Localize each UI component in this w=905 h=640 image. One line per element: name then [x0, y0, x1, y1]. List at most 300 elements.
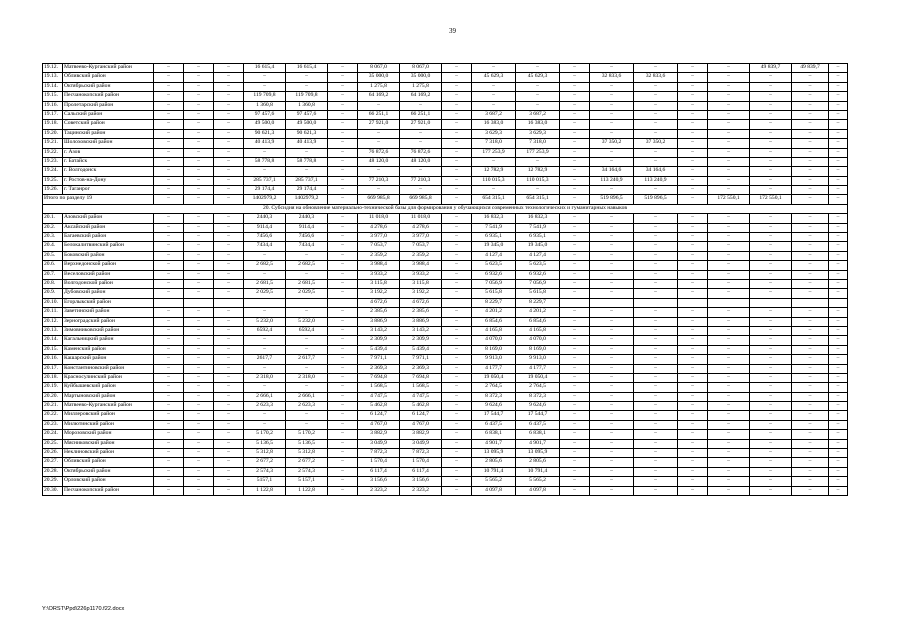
table-cell: – [560, 289, 590, 298]
table-cell: 17 544,7 [516, 411, 560, 420]
table-cell: – [154, 402, 184, 411]
table-cell: 5 170,2 [286, 430, 328, 439]
row-number: 20.22. [43, 411, 63, 420]
table-cell: – [184, 167, 214, 176]
table-cell: 64 169,2 [400, 92, 442, 101]
table-cell: 119 709,8 [244, 92, 286, 101]
table-cell [214, 298, 244, 307]
table-cell: – [678, 392, 708, 401]
table-cell: – [678, 120, 708, 129]
table-cell: – [400, 129, 442, 138]
table-cell: – [829, 392, 848, 401]
table-cell: – [708, 82, 750, 91]
table-cell: – [442, 411, 472, 420]
district-name: Аксайский район [63, 223, 154, 232]
table-cell: – [750, 139, 792, 148]
table-cell: 4 097,8 [516, 486, 560, 495]
table-cell: 7 872,3 [400, 449, 442, 458]
row-number: 20.21. [43, 402, 63, 411]
table-cell: – [442, 317, 472, 326]
table-cell: – [244, 270, 286, 279]
row-number: 19.16. [43, 101, 63, 110]
district-name: Азовский район [63, 214, 154, 223]
table-cell: – [154, 186, 184, 195]
table-cell: – [634, 317, 678, 326]
table-cell: – [154, 458, 184, 467]
table-cell: – [634, 392, 678, 401]
table-cell: 2 029,5 [286, 289, 328, 298]
table-cell: – [829, 270, 848, 279]
table-cell: 3 882,9 [400, 430, 442, 439]
table-cell: – [792, 73, 829, 82]
table-cell: – [750, 373, 792, 382]
table-cell: – [560, 392, 590, 401]
table-cell: – [792, 148, 829, 157]
table-cell: – [634, 486, 678, 495]
table-cell: – [750, 336, 792, 345]
section-title: 20. Субсидия на обновление материально-технической базы для формирования у обучающихся современных технологических и гуманитарных навыков [43, 204, 848, 213]
table-cell: – [750, 167, 792, 176]
table-cell: – [750, 82, 792, 91]
table-cell: 5 565,2 [516, 477, 560, 486]
table-cell: – [792, 392, 829, 401]
table-row [43, 129, 848, 138]
table-cell: – [750, 308, 792, 317]
table-cell: – [214, 439, 244, 448]
table-cell: – [590, 326, 634, 335]
table-cell: – [792, 411, 829, 420]
table-cell: – [214, 167, 244, 176]
table-cell: – [154, 101, 184, 110]
row-number: 20.15. [43, 345, 63, 354]
table-cell: 97 457,6 [244, 110, 286, 119]
table-cell: – [442, 101, 472, 110]
table-cell: – [442, 373, 472, 382]
table-cell: – [634, 110, 678, 119]
table-cell: – [634, 261, 678, 270]
table-cell: – [400, 101, 442, 110]
table-cell: – [634, 214, 678, 223]
table-row [43, 317, 848, 326]
table-cell: 654 315,1 [472, 195, 516, 204]
table-cell: – [750, 157, 792, 166]
table-cell [442, 298, 472, 307]
table-section-header-row [43, 204, 848, 213]
table-cell: – [154, 430, 184, 439]
table-cell: – [750, 486, 792, 495]
row-number: 19.24. [43, 167, 63, 176]
table-cell: 7 056,9 [516, 279, 560, 288]
table-row [43, 420, 848, 429]
table-cell: – [286, 364, 328, 373]
table-cell: – [214, 449, 244, 458]
table-cell: – [634, 92, 678, 101]
table-cell: – [634, 439, 678, 448]
table-cell: – [829, 402, 848, 411]
table-row [43, 92, 848, 101]
table-cell: – [560, 157, 590, 166]
table-cell: 7 694,8 [358, 373, 400, 382]
table-cell: – [829, 64, 848, 73]
table-cell [590, 298, 634, 307]
table-cell: 7 694,8 [400, 373, 442, 382]
table-cell: 4 165,8 [472, 326, 516, 335]
table-cell: 7 318,0 [516, 139, 560, 148]
district-name: Обливский район [63, 73, 154, 82]
table-cell: – [829, 373, 848, 382]
table-cell: – [472, 64, 516, 73]
table-cell: – [792, 233, 829, 242]
table-cell: – [708, 110, 750, 119]
district-name: Матвеево-Курганский район [63, 402, 154, 411]
table-cell: 45 629,3 [472, 73, 516, 82]
table-cell: 2 666,1 [244, 392, 286, 401]
table-cell: 7 971,1 [400, 355, 442, 364]
district-name: Кагальницкий район [63, 336, 154, 345]
row-number: 20.16. [43, 355, 63, 364]
table-cell: – [184, 420, 214, 429]
table-cell: – [328, 176, 358, 185]
table-cell: – [442, 242, 472, 251]
table-cell: – [829, 420, 848, 429]
table-cell: – [678, 289, 708, 298]
table-row [43, 355, 848, 364]
table-cell: – [708, 242, 750, 251]
table-cell: – [829, 383, 848, 392]
table-cell: 669 985,8 [400, 195, 442, 204]
table-cell: 8 067,0 [400, 64, 442, 73]
table-cell: – [154, 73, 184, 82]
table-cell: 27 921,0 [400, 120, 442, 129]
table-cell: 77 210,3 [358, 176, 400, 185]
table-cell: – [184, 411, 214, 420]
table-cell: – [184, 486, 214, 495]
table-cell: – [214, 383, 244, 392]
table-cell: 64 169,2 [358, 92, 400, 101]
district-name: Октябрьский район [63, 467, 154, 476]
table-cell: – [214, 261, 244, 270]
table-cell: – [708, 270, 750, 279]
table-cell: – [184, 326, 214, 335]
row-number: 19.18. [43, 120, 63, 129]
table-cell: – [750, 449, 792, 458]
table-cell: 2 677,2 [244, 458, 286, 467]
table-cell: 5157,1 [244, 477, 286, 486]
table-cell: – [560, 308, 590, 317]
table-cell: 9114,4 [286, 223, 328, 232]
table-row [43, 383, 848, 392]
table-cell: – [214, 148, 244, 157]
table-cell: – [590, 383, 634, 392]
table-cell: – [328, 251, 358, 260]
row-number: 20.2. [43, 223, 63, 232]
table-cell: – [154, 336, 184, 345]
table-cell: – [560, 336, 590, 345]
table-cell: 49 839,7 [750, 64, 792, 73]
table-cell: – [792, 383, 829, 392]
table-cell [829, 298, 848, 307]
table-cell: – [590, 101, 634, 110]
table-cell: – [184, 110, 214, 119]
table-cell: 9 624,6 [516, 402, 560, 411]
table-cell: – [634, 251, 678, 260]
row-number: 19.12. [43, 64, 63, 73]
table-cell: – [154, 110, 184, 119]
table-cell: – [829, 176, 848, 185]
row-number: 20.4. [43, 242, 63, 251]
table-cell: – [708, 73, 750, 82]
table-cell: – [560, 326, 590, 335]
table-cell: – [829, 449, 848, 458]
table-cell: – [708, 279, 750, 288]
table-row [43, 157, 848, 166]
district-name: Милютинский район [63, 420, 154, 429]
table-cell: – [634, 129, 678, 138]
table-cell: – [328, 345, 358, 354]
table-row [43, 477, 848, 486]
table-cell: – [678, 449, 708, 458]
table-cell: – [560, 420, 590, 429]
table-cell: – [472, 101, 516, 110]
table-cell: – [184, 317, 214, 326]
table-cell: – [154, 326, 184, 335]
row-number: 20.3. [43, 233, 63, 242]
table-cell: – [560, 486, 590, 495]
table-cell: 4 127,4 [472, 251, 516, 260]
table-cell: – [214, 110, 244, 119]
table-cell: 34 164,6 [634, 167, 678, 176]
table-cell: 16 383,0 [472, 120, 516, 129]
table-cell: – [750, 73, 792, 82]
table-cell: – [829, 326, 848, 335]
row-number: 20.7. [43, 270, 63, 279]
table-cell: 45 629,3 [516, 73, 560, 82]
table-cell: 5 615,8 [516, 289, 560, 298]
table-cell: – [560, 64, 590, 73]
table-cell: – [829, 477, 848, 486]
table-cell: – [560, 439, 590, 448]
table-cell: – [829, 73, 848, 82]
table-cell: – [792, 449, 829, 458]
table-cell: – [590, 186, 634, 195]
table-cell: – [590, 157, 634, 166]
table-cell: 8 229,7 [516, 298, 560, 307]
table-cell: – [750, 458, 792, 467]
table-cell: – [560, 364, 590, 373]
table-cell: 10 791,4 [516, 467, 560, 476]
table-cell: – [560, 82, 590, 91]
table-cell: – [214, 157, 244, 166]
table-cell: – [154, 176, 184, 185]
district-name: Пролетарский район [63, 101, 154, 110]
table-cell: – [184, 242, 214, 251]
table-cell: 5 312,8 [244, 449, 286, 458]
table-cell: – [184, 214, 214, 223]
row-number: 20.17. [43, 364, 63, 373]
table-cell: – [634, 355, 678, 364]
table-cell: 2 309,9 [358, 336, 400, 345]
row-number: 20.23. [43, 420, 63, 429]
table-cell: – [634, 223, 678, 232]
table-cell: – [590, 110, 634, 119]
table-row [43, 326, 848, 335]
table-cell: – [154, 270, 184, 279]
table-cell: – [358, 101, 400, 110]
table-cell: – [328, 458, 358, 467]
table-cell: – [184, 139, 214, 148]
table-cell: 172 550,1 [708, 195, 750, 204]
footer-file-path: Y:\ORST\Ppd\226p1170.f22.docx [42, 606, 125, 612]
table-cell: – [516, 82, 560, 91]
table-cell: 2 309,9 [400, 336, 442, 345]
table-cell [634, 298, 678, 307]
district-name: Октябрьский район [63, 82, 154, 91]
district-name: Орловский район [63, 477, 154, 486]
table-cell: – [792, 101, 829, 110]
row-number: 19.25. [43, 176, 63, 185]
table-cell: – [184, 402, 214, 411]
district-name: Красносулинский район [63, 373, 154, 382]
table-cell: 19 345,0 [472, 242, 516, 251]
table-cell: – [560, 148, 590, 157]
table-cell: – [184, 355, 214, 364]
table-total-row [43, 195, 848, 204]
table-cell: – [590, 223, 634, 232]
row-number: 20.6. [43, 261, 63, 270]
table-cell: 2 574,3 [286, 467, 328, 476]
table-cell: – [634, 242, 678, 251]
table-cell: – [154, 279, 184, 288]
district-name: Мартыновский район [63, 392, 154, 401]
table-cell: – [154, 64, 184, 73]
table-cell: – [678, 176, 708, 185]
table-cell: – [678, 167, 708, 176]
table-cell: 5 462,8 [400, 402, 442, 411]
table-cell: 40 413,9 [286, 139, 328, 148]
table-cell: – [678, 420, 708, 429]
table-cell: 2 623,3 [286, 402, 328, 411]
table-cell: 12 782,9 [516, 167, 560, 176]
table-cell: – [214, 364, 244, 373]
table-row [43, 223, 848, 232]
row-number: 20.5. [43, 251, 63, 260]
table-cell: – [184, 157, 214, 166]
table-cell: 9 624,6 [472, 402, 516, 411]
table-cell: – [214, 73, 244, 82]
table-cell: – [634, 373, 678, 382]
table-row [43, 402, 848, 411]
table-cell: – [829, 308, 848, 317]
table-cell: 13 095,9 [516, 449, 560, 458]
table-cell: 97 457,6 [286, 110, 328, 119]
row-number: 20.1. [43, 214, 63, 223]
table-cell: – [184, 261, 214, 270]
table-cell: – [678, 129, 708, 138]
table-cell: 48 120,0 [400, 157, 442, 166]
table-cell: – [708, 420, 750, 429]
table-cell: 6 124,7 [358, 411, 400, 420]
table-cell: – [829, 129, 848, 138]
table-cell: – [750, 477, 792, 486]
table-cell: – [442, 233, 472, 242]
table-row [43, 430, 848, 439]
table-cell: 4 767,0 [358, 420, 400, 429]
table-cell: – [184, 120, 214, 129]
table-cell: – [708, 289, 750, 298]
table-cell: 3 886,9 [358, 317, 400, 326]
table-cell: – [829, 157, 848, 166]
table-row [43, 251, 848, 260]
table-cell: – [708, 223, 750, 232]
table-row [43, 439, 848, 448]
table-cell: 77 210,3 [400, 176, 442, 185]
table-cell: 10 791,4 [472, 467, 516, 476]
table-cell: – [442, 392, 472, 401]
table-cell: 5 462,8 [358, 402, 400, 411]
table-cell: – [750, 411, 792, 420]
district-name: Сальский район [63, 110, 154, 119]
table-cell: 2 682,5 [244, 261, 286, 270]
table-cell: – [214, 430, 244, 439]
table-cell: – [560, 176, 590, 185]
table-cell: – [184, 223, 214, 232]
table-cell: – [792, 251, 829, 260]
table-cell: 7 872,3 [358, 449, 400, 458]
table-cell: – [154, 261, 184, 270]
table-cell: – [328, 439, 358, 448]
table-cell: 4 747,5 [358, 392, 400, 401]
table-cell: 35 000,0 [400, 73, 442, 82]
table-cell: – [829, 355, 848, 364]
table-cell: – [154, 92, 184, 101]
table-cell: 1 570,4 [358, 458, 400, 467]
table-cell: 3 115,8 [358, 279, 400, 288]
table-cell: – [590, 486, 634, 495]
table-cell: – [708, 308, 750, 317]
row-number: 19.26. [43, 186, 63, 195]
table-cell: – [184, 430, 214, 439]
table-cell: – [590, 129, 634, 138]
table-row [43, 392, 848, 401]
district-name: Матвеево-Курганский район [63, 64, 154, 73]
table-row [43, 73, 848, 82]
table-cell: – [634, 148, 678, 157]
table-row [43, 373, 848, 382]
table-cell: – [154, 420, 184, 429]
table-row [43, 186, 848, 195]
table-cell: – [244, 420, 286, 429]
table-cell: 32 833,6 [590, 73, 634, 82]
table-cell: – [154, 411, 184, 420]
table-cell: – [154, 242, 184, 251]
table-cell: – [442, 345, 472, 354]
district-name: г. Таганрог [63, 186, 154, 195]
table-cell: – [560, 477, 590, 486]
table-cell: 4 672,6 [400, 298, 442, 307]
table-cell: – [154, 345, 184, 354]
table-cell: – [154, 486, 184, 495]
table-cell: – [358, 129, 400, 138]
district-name: Багаевский район [63, 233, 154, 242]
table-cell: – [590, 270, 634, 279]
table-cell: – [708, 251, 750, 260]
table-cell: 5 623,5 [472, 261, 516, 270]
table-cell: – [358, 139, 400, 148]
table-cell: – [750, 392, 792, 401]
table-cell: – [678, 317, 708, 326]
district-name: Песчанокопский район [63, 92, 154, 101]
table-cell: – [792, 289, 829, 298]
